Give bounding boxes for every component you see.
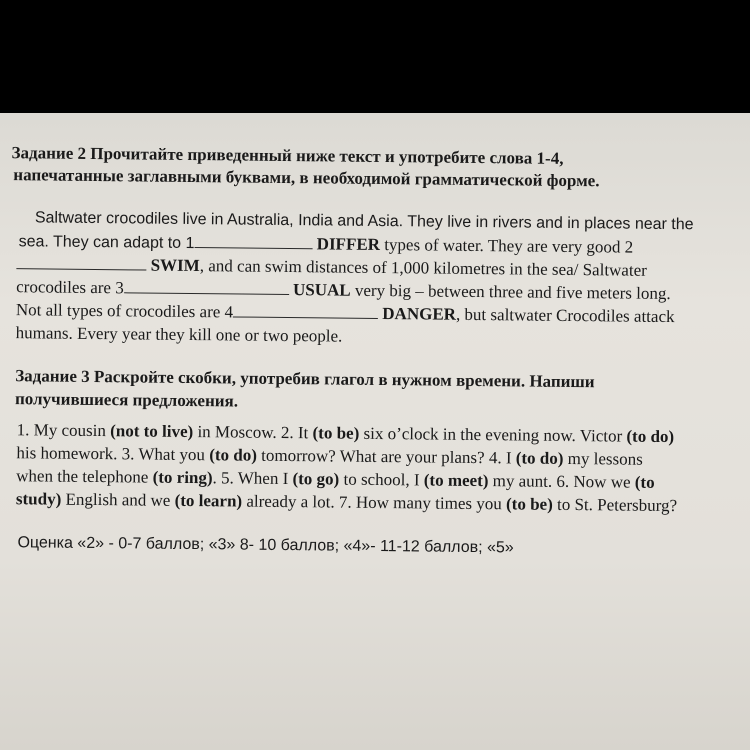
verb-prompt: study) bbox=[15, 489, 62, 509]
verb-prompt: (to do) bbox=[209, 445, 258, 465]
target-word-2: SWIM bbox=[150, 255, 200, 276]
task2-text-fragment: , and can swim distances of 1,000 kilometres in the sea/ Saltwater bbox=[199, 256, 647, 280]
sentence-text: my aunt. 6. Now we bbox=[488, 471, 635, 492]
verb-prompt: (not to live) bbox=[110, 421, 194, 442]
answer-blank-4 bbox=[233, 302, 378, 319]
sentence-text: 1. My cousin bbox=[16, 420, 111, 441]
task2-text-fragment: types of water. They are very good 2 bbox=[379, 234, 634, 257]
answer-blank-3 bbox=[124, 278, 289, 295]
verb-prompt: (to ring) bbox=[152, 467, 213, 488]
verb-prompt: (to be) bbox=[312, 423, 360, 443]
target-word-4: DANGER bbox=[382, 304, 457, 324]
sentence-text: tomorrow? What are your plans? 4. I bbox=[256, 445, 516, 468]
verb-prompt: (to bbox=[634, 472, 655, 492]
sentence-text: six o’clock in the evening now. Victor bbox=[359, 423, 627, 446]
worksheet-page bbox=[0, 113, 750, 750]
task3-heading-line-1: Задание 3 Раскройте скобки, употребив глагол в нужном времени. Напиши bbox=[15, 366, 595, 392]
sentence-text: my lessons bbox=[563, 448, 643, 469]
answer-blank-1 bbox=[194, 233, 312, 249]
sentence-text: to St. Petersburg? bbox=[552, 494, 678, 516]
task2-heading-line-1: Задание 2 Прочитайте приведенный ниже текст и употребите слова 1-4, bbox=[11, 143, 564, 168]
task3-text-line-1 bbox=[17, 420, 675, 447]
task2-text-fragment: Not all types of crocodiles are 4 bbox=[15, 300, 234, 322]
task2-heading-line-2: напечатанные заглавными буквами, в необходимой грамматической форме. bbox=[13, 165, 600, 191]
sentence-text: when the telephone bbox=[16, 466, 153, 487]
task2-text-line-6: humans. Every year they kill one or two people. bbox=[15, 323, 343, 346]
task2-text-line-5 bbox=[16, 300, 675, 327]
verb-prompt: (to do) bbox=[626, 426, 675, 447]
verb-prompt: (to go) bbox=[292, 469, 340, 489]
sentence-text: . 5. When I bbox=[212, 468, 293, 489]
task3-heading-line-2: получившиеся предложения. bbox=[14, 389, 239, 411]
sentence-text: to school, I bbox=[339, 469, 424, 490]
task2-text-fragment: , but saltwater Crocodiles attack bbox=[455, 304, 675, 327]
sentence-text: already a lot. 7. How many times you bbox=[242, 491, 507, 514]
verb-prompt: (to do) bbox=[515, 448, 564, 468]
task3-text-line-3 bbox=[16, 466, 655, 493]
target-word-1: DIFFER bbox=[316, 234, 381, 254]
sentence-text: in Moscow. 2. It bbox=[193, 422, 313, 443]
verb-prompt: (to meet) bbox=[423, 470, 489, 491]
task2-text-line-1: Saltwater crocodiles live in Australia, India and Asia. They live in rivers and in places near the bbox=[34, 209, 694, 234]
grading-scale: Оценка «2» - 0-7 баллов; «3» 8- 10 баллов; «4»- 11-12 баллов; «5» bbox=[17, 534, 514, 557]
task2-text-line-4 bbox=[16, 277, 671, 304]
task3-text-line-4 bbox=[16, 489, 677, 516]
target-word-3: USUAL bbox=[292, 280, 351, 300]
task2-text-fragment: crocodiles are 3 bbox=[16, 277, 124, 298]
sentence-text: his homework. 3. What you bbox=[16, 443, 210, 465]
sentence-text: English and we bbox=[61, 489, 175, 510]
verb-prompt: (to be) bbox=[505, 494, 553, 514]
task2-text-fragment: very big – between three and five meters long. bbox=[350, 280, 671, 304]
answer-blank-2 bbox=[16, 254, 146, 270]
verb-prompt: (to learn) bbox=[174, 490, 243, 511]
task3-text-line-2 bbox=[16, 443, 643, 470]
task2-text-fragment: sea. They can adapt to 1 bbox=[18, 233, 195, 253]
task2-text-line-3 bbox=[16, 254, 647, 281]
